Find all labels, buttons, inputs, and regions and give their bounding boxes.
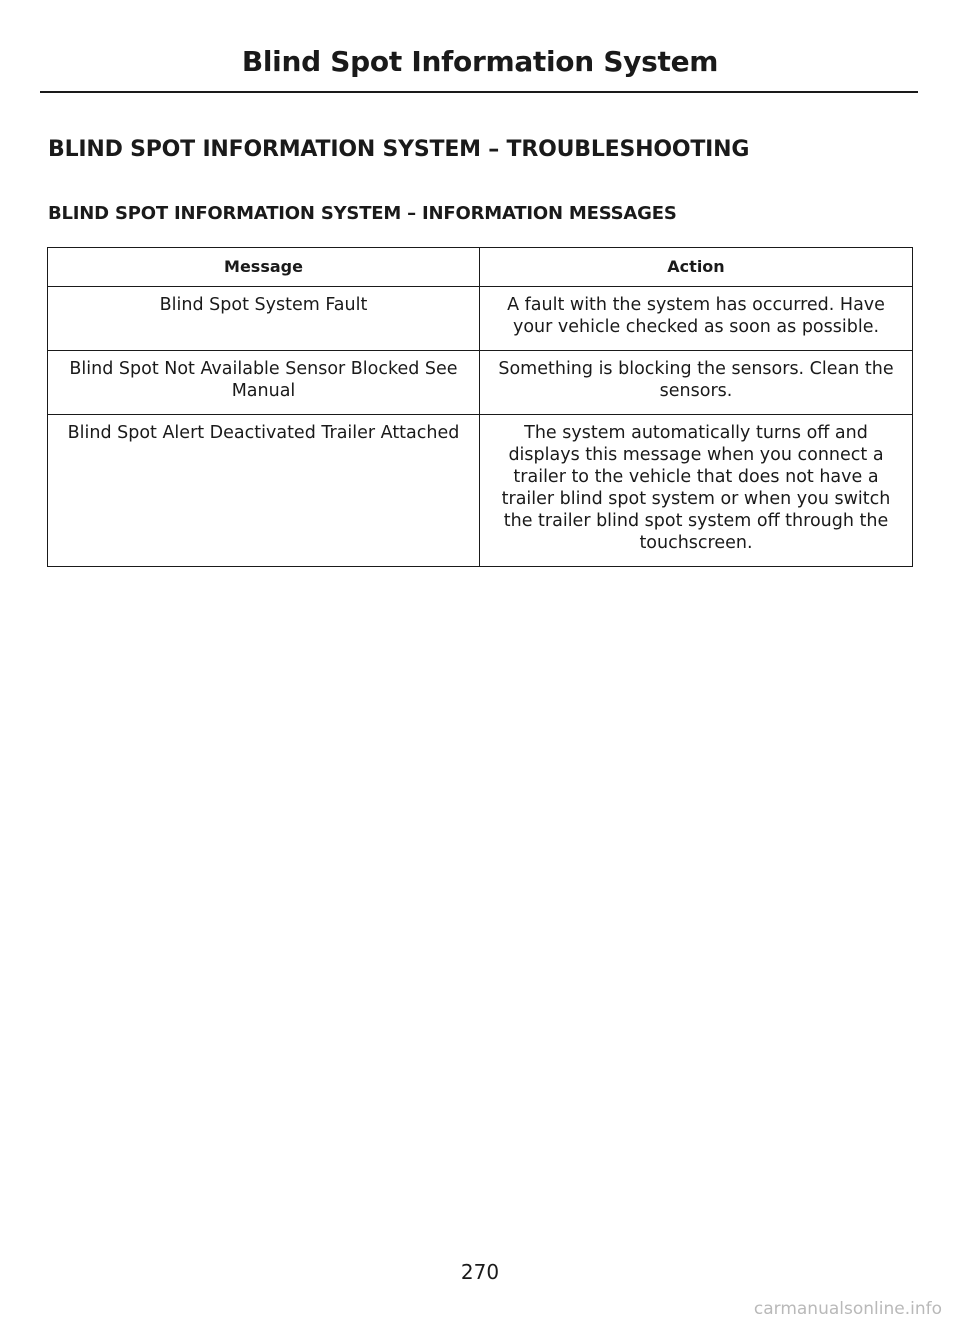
message-cell: Blind Spot Alert Deactivated Trailer Attached <box>48 415 480 567</box>
subsection-heading: BLIND SPOT INFORMATION SYSTEM – INFORMATION MESSAGES <box>48 203 677 224</box>
column-header-message: Message <box>48 248 480 287</box>
table-row <box>48 287 913 351</box>
table-row <box>48 415 913 567</box>
action-cell: The system automatically turns off and displays this message when you connect a trailer to the vehicle that does not have a trailer blind spot system or when you switch the trailer blind spot system off through the touchscreen. <box>480 415 913 567</box>
action-cell: A fault with the system has occurred. Have your vehicle checked as soon as possible. <box>480 287 913 351</box>
watermark-text: carmanualsonline.info <box>753 1299 942 1319</box>
chapter-title: Blind Spot Information System <box>241 45 719 78</box>
chapter-divider <box>40 91 918 93</box>
message-cell: Blind Spot System Fault <box>48 287 480 351</box>
column-header-action: Action <box>480 248 913 287</box>
table-header-row <box>48 248 913 287</box>
section-heading: BLIND SPOT INFORMATION SYSTEM – TROUBLESHOOTING <box>48 137 750 162</box>
message-cell: Blind Spot Not Available Sensor Blocked See Manual <box>48 351 480 415</box>
action-cell: Something is blocking the sensors. Clean the sensors. <box>480 351 913 415</box>
table-row <box>48 351 913 415</box>
information-messages-table <box>47 247 913 567</box>
page-number: 270 <box>460 1260 500 1284</box>
